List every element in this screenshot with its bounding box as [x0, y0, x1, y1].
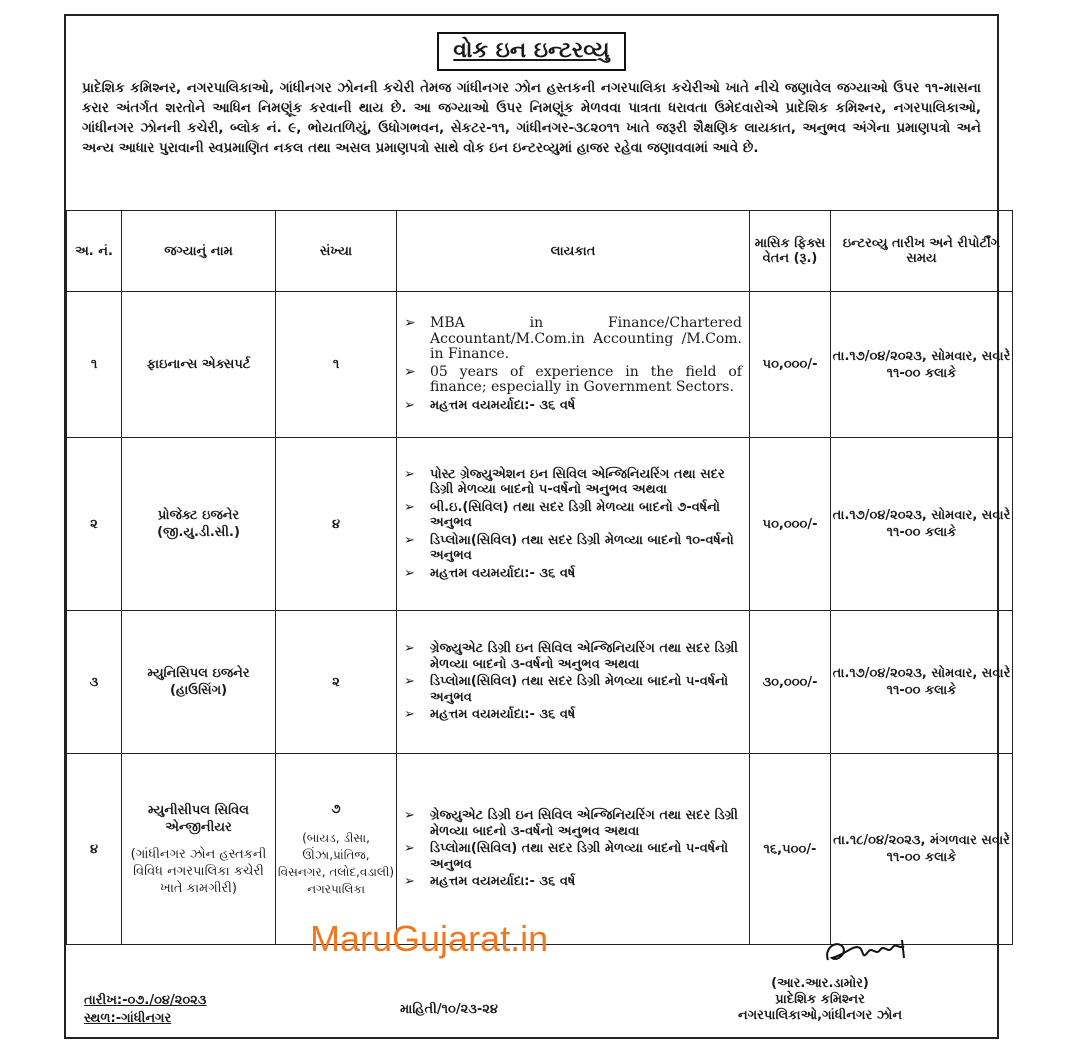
- qualification-item: [404, 841, 742, 872]
- row-post: મ્યુનિસિપલ ઇજનેર (હાઉસિંગ): [122, 611, 276, 754]
- notice-date: તારીખ:-૦૭./૦૪/૨૦૨૩: [84, 993, 207, 1008]
- qualification-text: ડિપ્લોમા(સિવિલ) તથા સદર ડિગ્રી મેળવ્યા બાદનો ૧૦-વર્ષનો અનુભવ: [430, 532, 734, 564]
- header-count: સંખ્યા: [276, 211, 397, 292]
- table-row: [67, 611, 1013, 754]
- arrow-bullet-icon: ➢: [404, 532, 415, 548]
- qualification-text: 05 years of experience in the field of finance; especially in Government Sectors.: [430, 363, 742, 395]
- qualification-item: [404, 467, 742, 498]
- row-count: ૧: [276, 292, 397, 438]
- qualification-item: [404, 707, 742, 723]
- qualification-item: [404, 365, 742, 396]
- signatory-title: પ્રાદેશિક કમિશ્નર: [775, 992, 865, 1007]
- row-pay: ૩૦,૦૦૦/-: [750, 611, 831, 754]
- table-row: [67, 754, 1013, 945]
- table-row: [67, 438, 1013, 611]
- qualification-text: ડિપ્લોમા(સિવિલ) તથા સદર ડિગ્રી મેળવ્યા બાદનો ૫-વર્ષનો અનુભવ: [430, 674, 729, 705]
- qualification-item: [404, 533, 742, 564]
- signatory-office: નગરપાલિકાઓ,ગાંધીનગર ઝોન: [737, 1008, 903, 1023]
- notice-title: વોક ઇન ઇન્ટરવ્યુ: [437, 32, 625, 71]
- row-post: [122, 754, 276, 945]
- qualification-text: મહત્તમ વયમર્યાદા:- ૩૬ વર્ષ: [430, 565, 576, 581]
- qualification-item: [404, 674, 742, 705]
- row-interview: તા.૧૭/૦૪/૨૦૨૩, સોમવાર, સવારે ૧૧-૦૦ કલાકે: [831, 438, 1013, 611]
- arrow-bullet-icon: ➢: [404, 499, 415, 515]
- arrow-bullet-icon: ➢: [404, 315, 416, 331]
- qualification-item: [404, 808, 742, 839]
- qualification-item: [404, 641, 742, 672]
- signatory-name: (આર.આર.ડામોર): [771, 976, 869, 991]
- arrow-bullet-icon: ➢: [404, 363, 416, 380]
- row-qualification: [397, 754, 750, 945]
- qualification-item: [404, 398, 742, 414]
- qualification-item: [404, 566, 742, 582]
- posts-table: [66, 210, 1013, 945]
- qualification-item: [404, 874, 742, 890]
- arrow-bullet-icon: ➢: [404, 641, 415, 657]
- notice-intro: પ્રાદેશિક કમિશ્નર, નગરપાલિકાઓ, ગાંધીનગર ઝોનની કચેરી તેમજ ગાંધીનગર ઝોન હસ્તકની નગરપાલિકા કચેરીઓ ખાતે નીચે જણાવેલ જગ્યાઓ ઉપર ૧૧-માસના કરાર અંતર્ગત શરતોને આધિન નિમણૂંક કરવાની થાય છે. આ જગ્યાઓ ઉપર નિમણૂંક મેળવવા પાત્રતા ધરાવતા ઉમેદવારોએ પ્રાદેશિક કમિશ્નર, નગરપાલિકાઓ, ગાંધીનગર ઝોનની કચેરી, બ્લોક નં. ૯, ભોયતળિયું, ઉધોગભવન, સેકટર-૧૧, ગાંધીનગર-૩૮૨૦૧૧ ખાતે જરૂરી શૈક્ષણિક લાયકાત, અનુભવ અંગેના પ્રમાણપત્રો અને અન્ય આધાર પુરાવાની સ્વપ્રમાણિત નકલ તથા અસલ પ્રમાણપત્રો સાથે વોક ઇન ઇન્ટરવ્યુમાં હાજર રહેવા જણાવવામાં આવે છે.: [82, 80, 981, 156]
- qualification-text: ગ્રેજ્યુએટ ડિગ્રી ઇન સિવિલ એન્જિનિયરિંગ તથા સદર ડિગ્રી મેળવ્યા બાદનો ૩-વર્ષનો અનુભવ અથવા: [430, 641, 738, 672]
- arrow-bullet-icon: ➢: [404, 874, 415, 890]
- qualification-item: [404, 500, 742, 531]
- row-qualification: [397, 611, 750, 754]
- signatory-block: [700, 976, 940, 1024]
- qualification-list: [398, 637, 748, 727]
- row-sr: ૪: [67, 754, 122, 945]
- qualification-list: [398, 312, 748, 417]
- qualification-text: ડિપ્લોમા(સિવિલ) તથા સદર ડિગ્રી મેળવ્યા બાદનો ૫-વર્ષનો અનુભવ: [430, 841, 729, 872]
- row-count-detail: (બાયડ, ડીસા, ઊંઝા,પ્રાંતિજ, વિસનગર, તલોદ,વડાલી) નગરપાલિકા: [277, 830, 395, 896]
- header-post: જગ્યાનું નામ: [122, 211, 276, 292]
- watermark: MaruGujarat.in: [310, 918, 549, 959]
- qualification-list: [398, 804, 748, 894]
- arrow-bullet-icon: ➢: [404, 674, 415, 690]
- qualification-item: [404, 316, 742, 363]
- qualification-text: ગ્રેજ્યુએટ ડિગ્રી ઇન સિવિલ એન્જિનિયરિંગ તથા સદર ડિગ્રી મેળવ્યા બાદનો ૩-વર્ષનો અનુભવ અથવા: [430, 808, 738, 839]
- row-post-title: મ્યુનીસીપલ સિવિલ એન્જીનીયર: [147, 802, 249, 835]
- arrow-bullet-icon: ➢: [404, 707, 415, 723]
- title-wrap: [66, 32, 997, 71]
- row-sr: ૧: [67, 292, 122, 438]
- qualification-text: પોસ્ટ ગ્રેજ્યુએશન ઇન સિવિલ એન્જિનિયરિંગ તથા સદર ડિગ્રી મેળવ્યા બાદનો ૫-વર્ષનો અનુભવ અથવા: [430, 466, 725, 498]
- date-place-block: [84, 992, 206, 1028]
- row-sr: ૨: [67, 438, 122, 611]
- table-header-row: [67, 211, 1013, 292]
- header-qualification: લાયકાત: [397, 211, 750, 292]
- row-post: ફાઇનાન્સ એક્સપર્ટ: [122, 292, 276, 438]
- qualification-text: મહત્તમ વયમર્યાદા:- ૩૬ વર્ષ: [430, 397, 576, 413]
- row-qualification: [397, 438, 750, 611]
- row-sr: ૩: [67, 611, 122, 754]
- row-pay: ૫૦,૦૦૦/-: [750, 438, 831, 611]
- row-interview: તા.૧૭/૦૪/૨૦૨૩, સોમવાર, સવારે ૧૧-૦૦ કલાકે: [831, 292, 1013, 438]
- row-count: [276, 754, 397, 945]
- header-interview: ઇન્ટરવ્યુ તારીખ અને રીપોર્ટીંગ સમય: [831, 211, 1013, 292]
- row-pay: ૧૬,૫૦૦/-: [750, 754, 831, 945]
- row-pay: ૫૦,૦૦૦/-: [750, 292, 831, 438]
- row-post-detail: (ગાંધીનગર ઝોન હસ્તકની વિવિધ નગરપાલિકા કચેરી ખાતે કામગીરી): [130, 846, 267, 896]
- row-count: ૪: [276, 438, 397, 611]
- reference-number: માહિતી/૧૦/૨૩-૨૪: [400, 1002, 498, 1017]
- table-row: [67, 292, 1013, 438]
- arrow-bullet-icon: ➢: [404, 841, 415, 857]
- arrow-bullet-icon: ➢: [404, 397, 415, 413]
- qualification-text: મહત્તમ વયમર્યાદા:- ૩૬ વર્ષ: [430, 707, 576, 723]
- header-sr: અ. નં.: [67, 211, 122, 292]
- row-count: ૨: [276, 611, 397, 754]
- row-qualification: [397, 292, 750, 438]
- arrow-bullet-icon: ➢: [404, 466, 415, 482]
- qualification-text: મહત્તમ વયમર્યાદા:- ૩૬ વર્ષ: [430, 874, 576, 890]
- notice-place: સ્થળ:-ગાંધીનગર: [84, 1011, 172, 1026]
- arrow-bullet-icon: ➢: [404, 565, 415, 581]
- qualification-text: MBA in Finance/Chartered Accountant/M.Com.in Accounting /M.Com. in Finance.: [430, 315, 742, 362]
- header-pay: માસિક ફિક્સ વેતન (રૂ.): [750, 211, 831, 292]
- arrow-bullet-icon: ➢: [404, 808, 415, 824]
- row-interview: તા.૧૭/૦૪/૨૦૨૩, સોમવાર, સવારે ૧૧-૦૦ કલાકે: [831, 611, 1013, 754]
- row-count-value: ૭: [331, 801, 341, 817]
- row-post: પ્રોજેક્ટ ઇજનેર (જી.યુ.ડી.સી.): [122, 438, 276, 611]
- row-interview: તા.૧૮/૦૪/૨૦૨૩, મંગળવાર સવારે ૧૧-૦૦ કલાકે: [831, 754, 1013, 945]
- qualification-text: બી.ઇ.(સિવિલ) તથા સદર ડિગ્રી મેળવ્યા બાદનો ૭-વર્ષનો અનુભવ: [430, 499, 721, 531]
- qualification-list: [398, 463, 748, 586]
- signature-icon: [820, 930, 910, 974]
